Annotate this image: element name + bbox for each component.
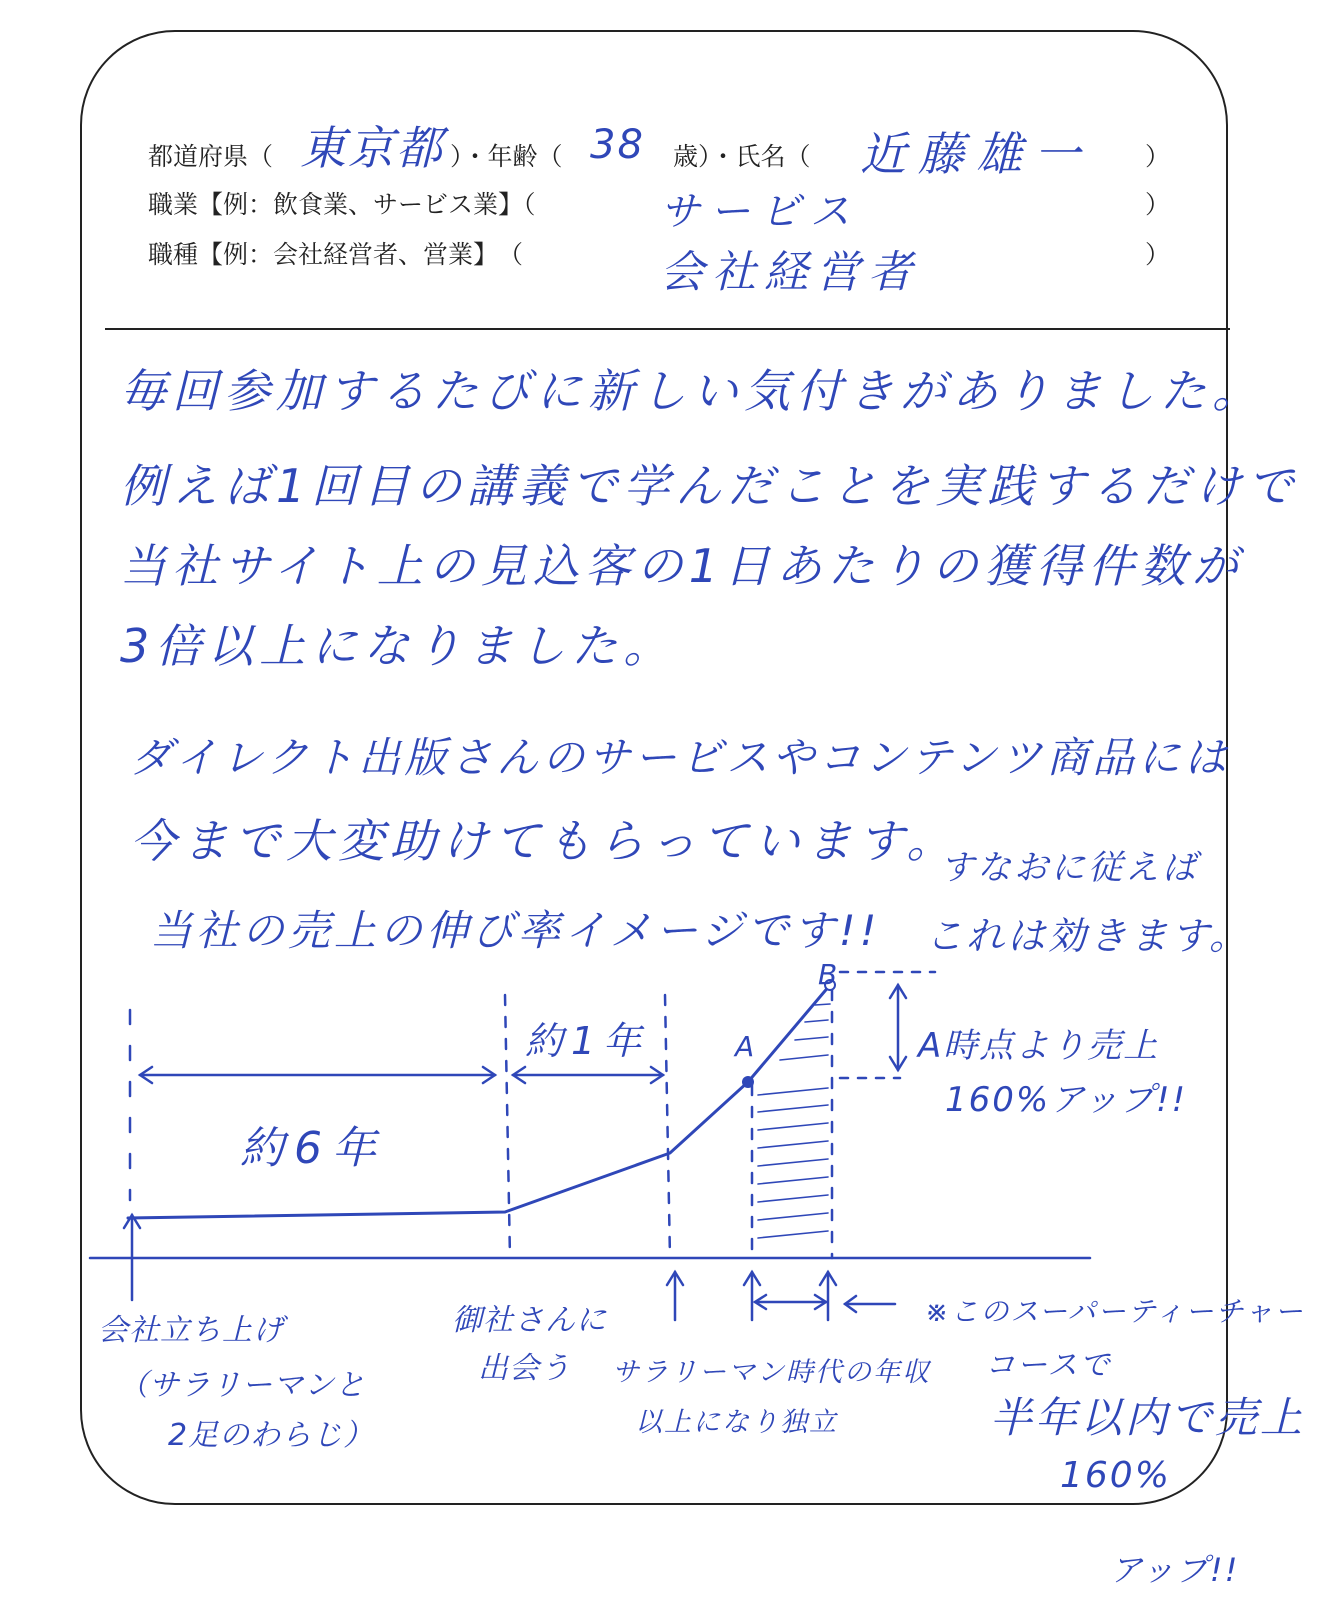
job-close: ）: [1145, 240, 1171, 269]
body-line-7-top-right: すなおに従えば: [940, 848, 1199, 888]
age-label: ）・年齢（: [450, 142, 563, 171]
milestone-2-line1: 御社さんに: [452, 1303, 607, 1338]
name-close: ）: [1145, 142, 1171, 171]
milestone-2-line2: 出会う: [478, 1351, 571, 1386]
milestone-1-line3: 2足のわらじ）: [168, 1418, 375, 1453]
body-line-3: 当社サイト上の見込客の1日あたりの獲得件数が: [120, 539, 1245, 593]
footnote-line1: ※このスーパーティーチャー: [925, 1295, 1305, 1328]
body-line-6: 今まで大変助けてもらっています。: [130, 814, 959, 868]
growth-hatch: [758, 1004, 830, 1238]
milestone-1-line1: 会社立ち上げ: [98, 1313, 284, 1348]
industry-close: ）: [1145, 190, 1171, 219]
job-value: 会社経営者: [660, 247, 920, 298]
job-label: 職種【例：会社経営者、営業】 （: [148, 240, 524, 269]
prefecture-value: 東京都: [300, 121, 444, 175]
industry-value: サービス: [660, 189, 860, 235]
milestone-1-line2: （サラリーマンと: [118, 1368, 366, 1403]
growth-note-line1: A時点より売上: [918, 1026, 1160, 1066]
name-value: 近藤雄一: [860, 127, 1092, 181]
body-line-5: ダイレクト出版さんのサービスやコンテンツ商品には: [130, 733, 1231, 782]
point-b-label: B: [818, 958, 840, 991]
footnote-line5: アップ!!: [1110, 1551, 1240, 1589]
body-line-4: 3倍以上になりました。: [120, 619, 676, 673]
span-1yr-label: 約1年: [525, 1019, 650, 1063]
milestone-3-line2: 以上になり独立: [635, 1407, 838, 1438]
footnote-line4: 160%: [1060, 1455, 1171, 1496]
body-line-1: 毎回参加するたびに新しい気付きがありました。: [120, 364, 1264, 418]
footnote-line2: コースで: [985, 1348, 1112, 1383]
milestone-3-line1: サラリーマン時代の年収: [612, 1357, 931, 1388]
age-unit-label: 歳）・氏名（: [673, 142, 811, 171]
growth-note-line2: 160%アップ!!: [945, 1080, 1188, 1120]
span-6yr-label: 約6年: [240, 1123, 386, 1174]
footnote-line3: 半年以内で売上: [990, 1393, 1306, 1442]
body-line-7-right: これは効きます。: [925, 914, 1250, 958]
revenue-line: [128, 985, 830, 1218]
body-line-2: 例えば1回目の講義で学んだことを実践するだけで: [120, 459, 1300, 513]
age-value: 38: [590, 122, 645, 168]
body-line-7-left: 当社の売上の伸び率イメージです!!: [150, 906, 881, 955]
industry-label: 職業【例：飲食業、サービス業】（: [148, 190, 536, 219]
point-a-label: A: [735, 1030, 757, 1063]
point-a-dot: [742, 1076, 754, 1088]
prefecture-label: 都道府県（: [148, 142, 274, 171]
